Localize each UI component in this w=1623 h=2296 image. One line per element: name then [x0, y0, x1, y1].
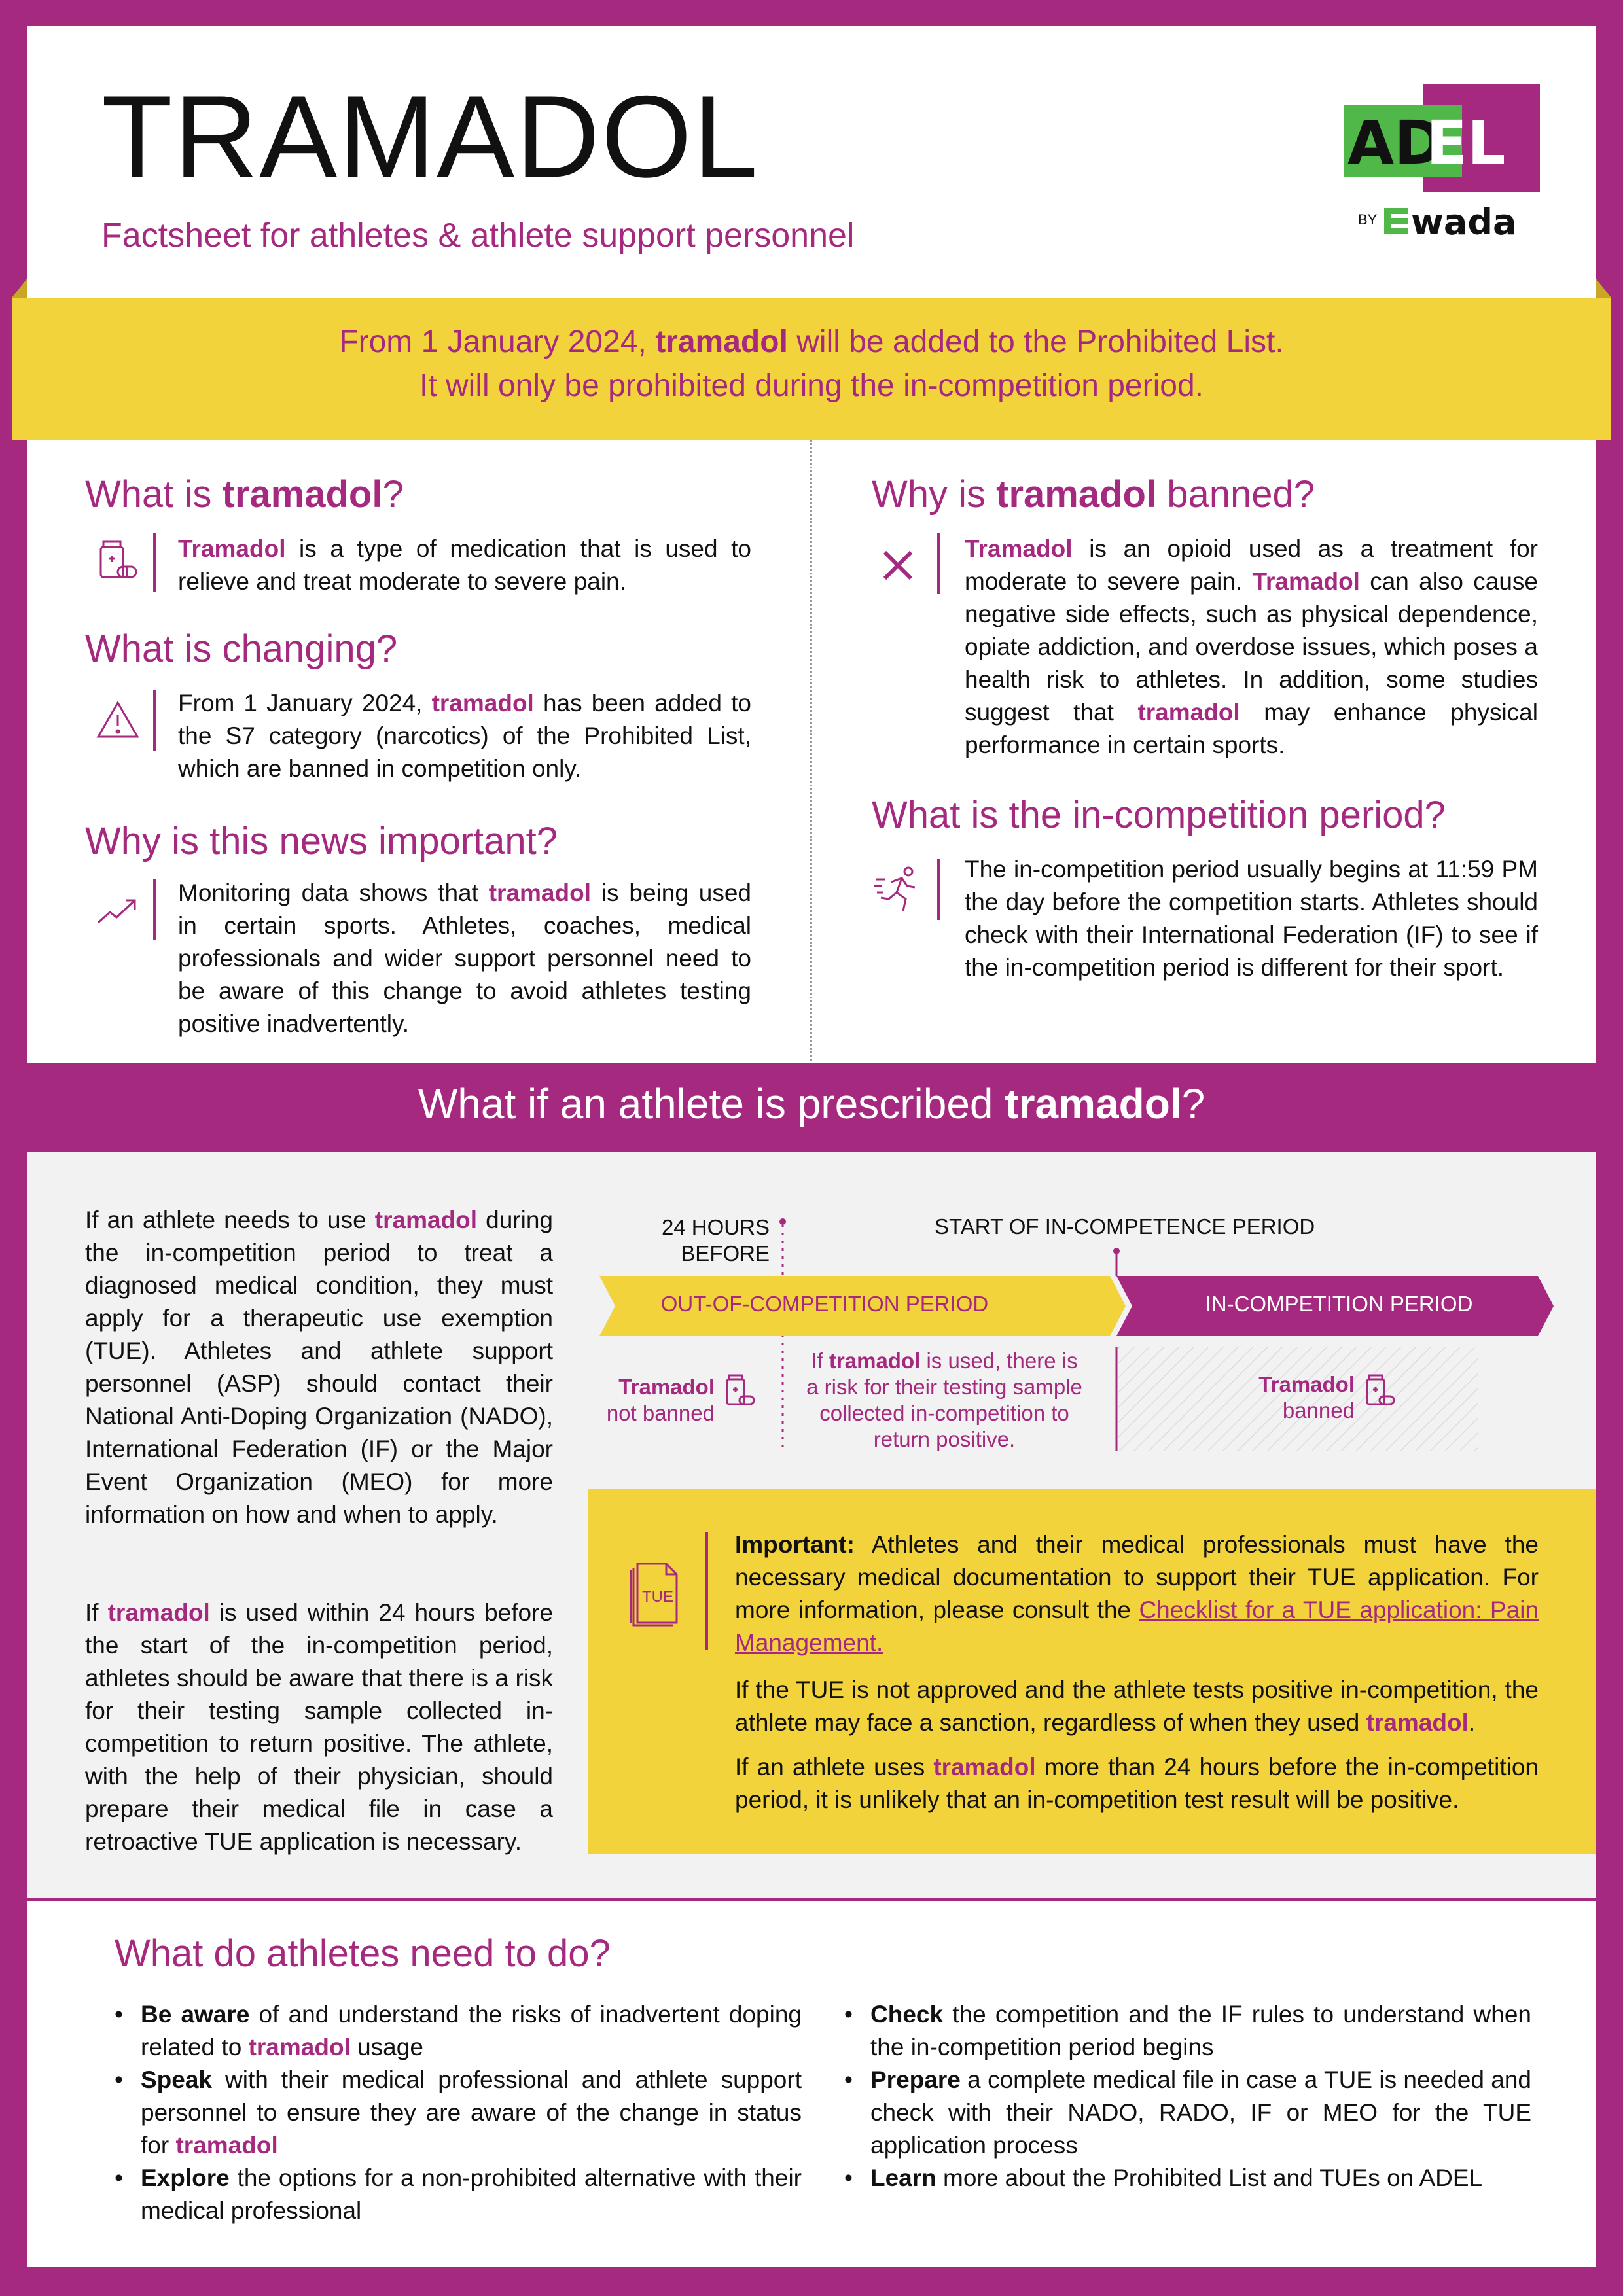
- important-para-1: Important: Athletes and their medical professionals must have the necessary medical documentation to support their TUE application. For more information, please consult the Checklist for a TUE application: Pain Management.: [735, 1531, 1539, 1656]
- important-para-3: If an athlete uses tramadol more than 24 hours before the in-competition period, it is unlikely that an in-competition test result will be positive.: [735, 1754, 1539, 1813]
- risk-note: If tramadol is used, there is a risk for their testing sample collected in-competition to return positive.: [806, 1349, 1082, 1451]
- list-item: • Check the competition and the IF rules to understand when the in-competition period begins: [844, 1998, 1531, 2064]
- banner-fold-left: [12, 278, 27, 298]
- cross-icon: [872, 539, 924, 592]
- medication-icon: [727, 1375, 754, 1404]
- todo-list-right: [844, 1998, 1531, 2195]
- accent-bar: [705, 1532, 708, 1650]
- logo-wada-text: wada: [1411, 202, 1517, 241]
- announcement-banner: [12, 298, 1611, 440]
- important-para-2: If the TUE is not approved and the athlete tests positive in-competition, the athlete may face a sanction, regardless of when they used tramadol.: [735, 1676, 1539, 1736]
- what-is-text: Tramadol is a type of medication that is used to relieve and treat moderate to severe pain.: [178, 535, 751, 595]
- list-item: • Explore the options for a non-prohibited alternative with their medical professional: [115, 2162, 802, 2227]
- trend-up-icon: [92, 883, 144, 936]
- tue-checklist-link[interactable]: Checklist for a TUE application: Pain Management.: [735, 1597, 1539, 1656]
- runner-icon: [872, 862, 924, 915]
- list-item: • Be aware of and understand the risks of inadvertent doping related to tramadol usage: [115, 1998, 802, 2064]
- prescribed-para-2: If tramadol is used within 24 hours before the start of the in-competition period, athletes should be aware that there is a risk for their testing sample collected in-competition to return positive. The athlete, with the help of their physician, should prepare their medical file in case a retroactive TUE application is necessary.: [85, 1599, 553, 1855]
- marker-start-label: START OF IN-COMPETENCE PERIOD: [935, 1214, 1315, 1239]
- page-title: TRAMADOL: [101, 71, 759, 202]
- marker-24h-label: 24 HOURS BEFORE: [661, 1215, 770, 1265]
- why-banned-text: Tramadol is an opioid used as a treatment for moderate to severe pain. Tramadol can also cause negative side effects, such as physical dependence, opiate addiction, and overdose issues, which poses a health risk to athletes. In addition, some studies suggest that tramadol may enhance physical performance in certain sports.: [965, 535, 1538, 758]
- ooc-period-label: OUT-OF-COMPETITION PERIOD: [660, 1292, 989, 1316]
- accent-bar: [153, 879, 156, 940]
- accent-bar: [937, 533, 940, 594]
- warning-icon: [92, 694, 144, 746]
- list-item: • Prepare a complete medical file in case a TUE is needed and check with their NADO, RADO, IF or MEO for the TUE application process: [844, 2064, 1531, 2162]
- heading-what-is-tramadol: What is tramadol?: [85, 473, 404, 516]
- important-box: [588, 1489, 1596, 1854]
- prescribed-heading: What if an athlete is prescribed tramadol?: [418, 1080, 1205, 1127]
- banner-fold-right: [1596, 278, 1611, 298]
- ic-period-text: The in-competition period usually begins at 11:59 PM the day before the competition starts. Athletes should check with their International Federation (IF) to see if the in-competition period is different for their sport.: [965, 856, 1538, 981]
- prescribed-para-1: If an athlete needs to use tramadol during the in-competition period to treat a diagnosed medical condition, they must apply for a therapeutic use exemption (TUE). Athletes and athlete support personnel (ASP) should contact their National Anti-Doping Organization (NADO), International Federation (IF) or the Major Event Organization (MEO) for more information on how and when to apply.: [85, 1207, 553, 1528]
- medication-icon: [92, 535, 144, 588]
- accent-bar: [937, 859, 940, 920]
- heading-what-to-do: What do athletes need to do?: [115, 1932, 611, 1975]
- column-divider: [810, 440, 812, 1061]
- heading-what-is-changing: What is changing?: [85, 627, 398, 670]
- logo-by-text: BY: [1358, 211, 1378, 228]
- accent-bar: [153, 533, 156, 592]
- banner-line-1: From 1 January 2024, tramadol will be added to the Prohibited List.: [339, 325, 1284, 359]
- todo-list-left: [115, 1998, 802, 2227]
- logo-el-text: EL: [1426, 108, 1506, 178]
- tue-icon-label: TUE: [642, 1588, 673, 1606]
- marker-24h-dot: [779, 1218, 786, 1225]
- banned-label: Tramadol banned: [1258, 1372, 1355, 1422]
- accent-bar: [153, 690, 156, 751]
- banner-line-2: It will only be prohibited during the in-competition period.: [419, 368, 1204, 403]
- not-banned-label: Tramadol not banned: [606, 1375, 715, 1425]
- ic-period-label: IN-COMPETITION PERIOD: [1205, 1292, 1473, 1316]
- logo-ad-text: AD: [1347, 108, 1444, 178]
- wada-mark-icon: [1384, 208, 1408, 234]
- important-news-text: Monitoring data shows that tramadol is being used in certain sports. Athletes, coaches, medical professionals and wider support personnel need to be aware of this change to avoid athletes testing positive inadvertently.: [178, 879, 751, 1037]
- list-item: • Learn more about the Prohibited List and TUEs on ADEL: [844, 2162, 1531, 2195]
- changing-text: From 1 January 2024, tramadol has been added to the S7 category (narcotics) of the Prohibited List, which are banned in competition only.: [178, 690, 751, 782]
- tue-document-icon: [620, 1555, 686, 1627]
- adel-logo[interactable]: [1344, 84, 1540, 241]
- heading-why-banned: Why is tramadol banned?: [872, 473, 1315, 516]
- heading-ic-period: What is the in-competition period?: [872, 794, 1446, 836]
- marker-start-dot: [1113, 1248, 1120, 1254]
- heading-why-important: Why is this news important?: [85, 820, 558, 862]
- list-item: • Speak with their medical professional and athlete support personnel to ensure they are aware of the change in status for tramadol: [115, 2064, 802, 2162]
- page-subtitle: Factsheet for athletes & athlete support personnel: [101, 217, 855, 255]
